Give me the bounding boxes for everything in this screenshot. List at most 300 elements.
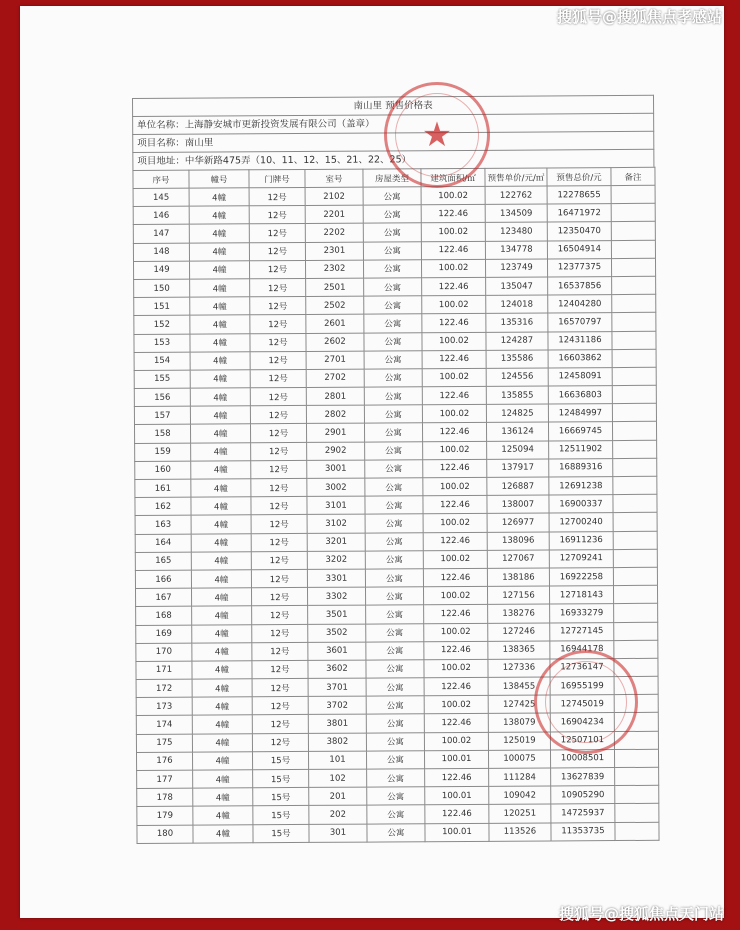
table-cell: 16669745 bbox=[548, 422, 612, 441]
table-cell bbox=[613, 567, 657, 585]
table-cell: 2902 bbox=[307, 442, 365, 461]
table-cell: 12号 bbox=[251, 551, 307, 570]
table-cell: 100.01 bbox=[425, 823, 489, 842]
table-cell: 122.46 bbox=[423, 568, 487, 587]
table-cell: 11353735 bbox=[551, 822, 615, 841]
table-cell bbox=[614, 640, 658, 658]
table-cell: 4幢 bbox=[190, 406, 250, 425]
table-body bbox=[133, 185, 659, 843]
table-cell: 125019 bbox=[488, 732, 550, 751]
table-cell: 公寓 bbox=[366, 732, 424, 751]
table-cell: 公寓 bbox=[364, 387, 422, 406]
table-cell: 137917 bbox=[487, 459, 549, 478]
table-cell: 138096 bbox=[487, 532, 549, 551]
table-cell: 2102 bbox=[305, 187, 363, 206]
table-cell: 3701 bbox=[308, 678, 366, 697]
table-cell: 120251 bbox=[489, 804, 551, 823]
table-cell: 100.02 bbox=[423, 514, 487, 533]
table-cell: 122.46 bbox=[422, 423, 486, 442]
table-cell: 4幢 bbox=[192, 679, 252, 698]
table-cell: 14725937 bbox=[551, 804, 615, 823]
table-cell: 4幢 bbox=[190, 388, 250, 407]
table-cell: 127246 bbox=[488, 622, 550, 641]
table-cell: 4幢 bbox=[192, 697, 252, 716]
table-cell: 161 bbox=[135, 479, 191, 498]
table-cell: 160 bbox=[135, 461, 191, 480]
table-cell: 公寓 bbox=[367, 787, 425, 806]
table-cell: 16900337 bbox=[549, 495, 613, 514]
table-cell: 12278655 bbox=[547, 186, 611, 205]
table-cell: 公寓 bbox=[364, 278, 422, 297]
table-cell bbox=[612, 331, 656, 349]
table-cell: 124825 bbox=[486, 404, 548, 423]
table-cell: 4幢 bbox=[189, 261, 249, 280]
table-cell: 166 bbox=[135, 570, 191, 589]
table-cell bbox=[612, 385, 656, 403]
sheet-title: 南山里 预售价格表 bbox=[132, 95, 654, 116]
table-cell: 124018 bbox=[486, 295, 548, 314]
table-cell: 2502 bbox=[306, 296, 364, 315]
table-cell bbox=[613, 458, 657, 476]
table-cell: 4幢 bbox=[191, 497, 251, 516]
table-cell: 3302 bbox=[307, 587, 365, 606]
table-cell: 100.01 bbox=[424, 750, 488, 769]
table-cell: 4幢 bbox=[191, 461, 251, 480]
table-cell: 16944178 bbox=[550, 640, 614, 659]
table-cell: 公寓 bbox=[365, 550, 423, 569]
table-cell: 135047 bbox=[486, 277, 548, 296]
table-cell: 公寓 bbox=[364, 423, 422, 442]
table-cell: 168 bbox=[136, 606, 192, 625]
table-cell: 177 bbox=[137, 770, 193, 789]
table-cell: 122.46 bbox=[423, 496, 487, 515]
table-cell bbox=[613, 585, 657, 603]
table-cell: 公寓 bbox=[364, 332, 422, 351]
table-cell: 4幢 bbox=[190, 297, 250, 316]
table-cell: 16471972 bbox=[547, 204, 611, 223]
table-cell: 16570797 bbox=[548, 313, 612, 332]
table-cell: 4幢 bbox=[190, 370, 250, 389]
table-cell: 135855 bbox=[486, 386, 548, 405]
table-cell: 4幢 bbox=[191, 570, 251, 589]
table-cell: 100075 bbox=[488, 750, 550, 769]
table-cell: 3002 bbox=[307, 478, 365, 497]
table-cell: 公寓 bbox=[365, 569, 423, 588]
table-cell: 113526 bbox=[489, 823, 551, 842]
project-name: 项目名称：南山里 bbox=[132, 131, 654, 152]
watermark-bottom: 搜狐号@搜狐焦点天门站 bbox=[558, 905, 724, 923]
table-cell: 4幢 bbox=[193, 806, 253, 825]
table-cell: 138079 bbox=[488, 713, 550, 732]
table-cell: 4幢 bbox=[193, 788, 253, 807]
table-cell: 12号 bbox=[252, 624, 308, 643]
table-cell: 12号 bbox=[250, 278, 306, 297]
table-cell bbox=[612, 313, 656, 331]
table-cell: 4幢 bbox=[191, 552, 251, 571]
table-cell: 15号 bbox=[253, 788, 309, 807]
table-cell bbox=[611, 258, 655, 276]
table-cell: 12号 bbox=[249, 206, 305, 225]
table-cell: 2802 bbox=[306, 405, 364, 424]
table-cell bbox=[613, 494, 657, 512]
watermark-top: 搜狐号@搜狐焦点孝感站 bbox=[556, 8, 722, 26]
table-cell: 126887 bbox=[487, 477, 549, 496]
table-cell: 122.46 bbox=[424, 605, 488, 624]
table-cell: 4幢 bbox=[190, 315, 250, 334]
table-cell: 12号 bbox=[252, 678, 308, 697]
table-cell: 4幢 bbox=[189, 242, 249, 261]
table-cell: 2501 bbox=[306, 278, 364, 297]
table-cell: 145 bbox=[133, 188, 189, 207]
table-cell: 127425 bbox=[488, 695, 550, 714]
table-cell: 12511902 bbox=[549, 440, 613, 459]
table-cell: 12号 bbox=[251, 569, 307, 588]
table-cell: 12号 bbox=[251, 460, 307, 479]
table-cell: 公寓 bbox=[366, 605, 424, 624]
table-cell: 4幢 bbox=[190, 279, 250, 298]
table-cell: 公寓 bbox=[366, 660, 424, 679]
table-cell: 3601 bbox=[308, 642, 366, 661]
table-cell: 100.02 bbox=[423, 477, 487, 496]
table-cell: 122.46 bbox=[423, 459, 487, 478]
table-cell bbox=[614, 695, 658, 713]
table-cell: 127336 bbox=[488, 659, 550, 678]
table-cell: 2601 bbox=[306, 314, 364, 333]
table-cell: 16504914 bbox=[547, 240, 611, 259]
table-cell: 12736147 bbox=[550, 658, 614, 677]
table-cell: 公寓 bbox=[364, 296, 422, 315]
table-cell: 157 bbox=[134, 406, 190, 425]
table-cell: 3602 bbox=[308, 660, 366, 679]
table-cell: 122.46 bbox=[423, 532, 487, 551]
table-cell: 174 bbox=[136, 716, 192, 735]
table-cell: 159 bbox=[135, 443, 191, 462]
table-cell: 3801 bbox=[308, 715, 366, 734]
table-cell: 100.02 bbox=[424, 623, 488, 642]
table-cell: 122.46 bbox=[424, 714, 488, 733]
table-cell: 12号 bbox=[252, 606, 308, 625]
table-cell: 公寓 bbox=[366, 641, 424, 660]
table-cell: 4幢 bbox=[193, 824, 253, 843]
table-cell: 100.02 bbox=[421, 259, 485, 278]
table-cell: 4幢 bbox=[189, 188, 249, 207]
table-cell: 公寓 bbox=[366, 714, 424, 733]
table-cell: 公寓 bbox=[363, 259, 421, 278]
table-cell: 12727145 bbox=[550, 622, 614, 641]
table-cell bbox=[613, 531, 657, 549]
table-cell: 122.46 bbox=[422, 314, 486, 333]
table-cell: 3802 bbox=[308, 733, 366, 752]
table-cell: 15号 bbox=[252, 751, 308, 770]
table-row bbox=[137, 822, 659, 843]
table-cell: 16904234 bbox=[550, 713, 614, 732]
table-cell: 2202 bbox=[305, 223, 363, 242]
table-cell: 163 bbox=[135, 516, 191, 535]
table-cell: 151 bbox=[134, 297, 190, 316]
table-cell: 2201 bbox=[305, 205, 363, 224]
table-cell: 12号 bbox=[249, 224, 305, 243]
table-cell: 178 bbox=[137, 788, 193, 807]
table-cell bbox=[614, 658, 658, 676]
table-cell: 公寓 bbox=[363, 205, 421, 224]
table-cell: 4幢 bbox=[192, 661, 252, 680]
table-cell: 公寓 bbox=[366, 751, 424, 770]
table-cell: 124556 bbox=[486, 368, 548, 387]
table-cell: 公寓 bbox=[366, 623, 424, 642]
table-cell bbox=[615, 767, 659, 785]
table-cell: 公寓 bbox=[363, 241, 421, 260]
table-cell: 122.46 bbox=[422, 277, 486, 296]
table-cell: 100.02 bbox=[423, 586, 487, 605]
table-cell: 公寓 bbox=[365, 460, 423, 479]
table-cell: 12431186 bbox=[548, 331, 612, 350]
table-cell: 公寓 bbox=[364, 350, 422, 369]
table-cell: 150 bbox=[134, 279, 190, 298]
table-cell: 180 bbox=[137, 825, 193, 844]
table-cell: 16537856 bbox=[548, 277, 612, 296]
table-cell: 12号 bbox=[250, 369, 306, 388]
table-cell: 15号 bbox=[253, 824, 309, 843]
table-cell: 301 bbox=[309, 824, 367, 843]
table-cell bbox=[613, 440, 657, 458]
table-cell: 12号 bbox=[250, 315, 306, 334]
table-cell: 122.46 bbox=[422, 386, 486, 405]
table-cell: 176 bbox=[136, 752, 192, 771]
table-cell: 3102 bbox=[307, 514, 365, 533]
table-cell: 4幢 bbox=[192, 715, 252, 734]
table-cell: 109042 bbox=[489, 786, 551, 805]
table-cell: 15号 bbox=[253, 806, 309, 825]
table-cell: 170 bbox=[136, 643, 192, 662]
table-cell bbox=[612, 422, 656, 440]
table-cell: 12号 bbox=[252, 715, 308, 734]
table-cell: 156 bbox=[134, 388, 190, 407]
table-cell bbox=[614, 731, 658, 749]
table-cell: 111284 bbox=[489, 768, 551, 787]
table-cell bbox=[615, 822, 659, 840]
table-cell: 4幢 bbox=[190, 333, 250, 352]
table-cell: 12号 bbox=[249, 242, 305, 261]
table-cell: 122.46 bbox=[425, 768, 489, 787]
table-cell: 135586 bbox=[486, 350, 548, 369]
table-cell: 127067 bbox=[487, 550, 549, 569]
table-cell: 12号 bbox=[252, 660, 308, 679]
table-cell: 100.02 bbox=[421, 186, 485, 205]
table-cell: 2302 bbox=[305, 260, 363, 279]
table-cell: 202 bbox=[309, 805, 367, 824]
table-cell: 10008501 bbox=[550, 749, 614, 768]
table-cell: 公寓 bbox=[365, 532, 423, 551]
table-cell: 122.46 bbox=[424, 677, 488, 696]
table-cell: 公寓 bbox=[367, 769, 425, 788]
table-cell bbox=[611, 203, 655, 221]
table-cell: 124287 bbox=[486, 331, 548, 350]
table-cell: 2702 bbox=[306, 369, 364, 388]
table-cell: 201 bbox=[309, 787, 367, 806]
table-cell: 15号 bbox=[253, 769, 309, 788]
table-cell: 12号 bbox=[250, 297, 306, 316]
table-cell bbox=[614, 749, 658, 767]
col-header: 序号 bbox=[133, 170, 189, 188]
table-cell: 4幢 bbox=[191, 479, 251, 498]
col-header: 门牌号 bbox=[249, 169, 305, 187]
table-cell: 147 bbox=[133, 225, 189, 244]
table-cell: 公寓 bbox=[367, 805, 425, 824]
table-cell bbox=[614, 622, 658, 640]
table-cell: 158 bbox=[134, 425, 190, 444]
table-cell: 179 bbox=[137, 807, 193, 826]
table-cell: 12号 bbox=[251, 497, 307, 516]
table-cell bbox=[612, 404, 656, 422]
table-cell: 4幢 bbox=[191, 442, 251, 461]
table-cell: 3501 bbox=[308, 605, 366, 624]
price-sheet bbox=[132, 95, 659, 844]
table-cell: 12号 bbox=[251, 478, 307, 497]
table-cell: 12号 bbox=[251, 515, 307, 534]
table-cell bbox=[614, 604, 658, 622]
table-cell: 12377375 bbox=[547, 258, 611, 277]
table-cell: 16603862 bbox=[548, 349, 612, 368]
table-cell: 12350470 bbox=[547, 222, 611, 241]
project-address: 项目地址：中华新路475弄（10、11、12、15、21、22、25） bbox=[132, 149, 654, 170]
table-cell: 100.02 bbox=[424, 732, 488, 751]
table-cell: 4幢 bbox=[189, 224, 249, 243]
table-cell: 16636803 bbox=[548, 386, 612, 405]
table-cell: 12号 bbox=[249, 187, 305, 206]
table-cell: 162 bbox=[135, 497, 191, 516]
table-cell: 公寓 bbox=[363, 187, 421, 206]
table-cell: 122.46 bbox=[424, 641, 488, 660]
table-cell bbox=[611, 222, 655, 240]
table-cell: 3301 bbox=[307, 569, 365, 588]
table-cell: 公寓 bbox=[366, 678, 424, 697]
table-cell: 134778 bbox=[485, 241, 547, 260]
table-cell: 16922258 bbox=[549, 568, 613, 587]
table-cell: 16911236 bbox=[549, 531, 613, 550]
table-cell: 102 bbox=[309, 769, 367, 788]
table-cell: 12号 bbox=[251, 533, 307, 552]
table-cell: 公寓 bbox=[364, 405, 422, 424]
table-cell: 12号 bbox=[250, 388, 306, 407]
table-cell: 12号 bbox=[250, 424, 306, 443]
col-header: 建筑面积/㎡ bbox=[421, 168, 485, 186]
table-cell: 4幢 bbox=[192, 752, 252, 771]
table-cell: 100.02 bbox=[422, 295, 486, 314]
table-cell: 公寓 bbox=[363, 223, 421, 242]
table-cell: 169 bbox=[136, 625, 192, 644]
table-cell: 3502 bbox=[308, 624, 366, 643]
table-cell bbox=[615, 804, 659, 822]
table-cell: 101 bbox=[308, 751, 366, 770]
table-cell: 100.02 bbox=[422, 405, 486, 424]
table-cell: 171 bbox=[136, 661, 192, 680]
table-cell: 122.46 bbox=[421, 205, 485, 224]
table-cell: 12号 bbox=[251, 588, 307, 607]
table-cell: 12号 bbox=[250, 333, 306, 352]
table-cell bbox=[612, 294, 656, 312]
col-header: 房屋类型 bbox=[363, 169, 421, 187]
table-cell: 138365 bbox=[488, 641, 550, 660]
table-cell: 122.46 bbox=[425, 805, 489, 824]
table-cell: 3201 bbox=[307, 533, 365, 552]
table-cell: 154 bbox=[134, 352, 190, 371]
table-cell bbox=[613, 513, 657, 531]
table-cell: 100.02 bbox=[423, 441, 487, 460]
table-cell: 138276 bbox=[488, 604, 550, 623]
table-cell: 12484997 bbox=[548, 404, 612, 423]
table-cell: 13627839 bbox=[551, 768, 615, 787]
table-cell bbox=[611, 185, 655, 203]
table-cell: 127156 bbox=[487, 586, 549, 605]
table-cell: 152 bbox=[134, 315, 190, 334]
table-cell: 12号 bbox=[250, 406, 306, 425]
table-cell: 3702 bbox=[308, 696, 366, 715]
table-cell: 2901 bbox=[306, 424, 364, 443]
table-cell: 4幢 bbox=[192, 624, 252, 643]
table-cell: 122762 bbox=[485, 186, 547, 205]
table-cell: 公寓 bbox=[365, 441, 423, 460]
col-header: 备注 bbox=[611, 167, 655, 185]
table-cell bbox=[612, 349, 656, 367]
table-cell: 公寓 bbox=[364, 314, 422, 333]
table-cell: 12458091 bbox=[548, 367, 612, 386]
table-cell bbox=[613, 549, 657, 567]
table-cell: 12745019 bbox=[550, 695, 614, 714]
seal-star-icon: ★ bbox=[421, 115, 453, 155]
table-cell: 125094 bbox=[487, 441, 549, 460]
table-cell: 4幢 bbox=[189, 206, 249, 225]
table-cell: 134509 bbox=[485, 204, 547, 223]
table-cell: 149 bbox=[133, 261, 189, 280]
table-cell: 4幢 bbox=[191, 533, 251, 552]
table-cell: 12404280 bbox=[548, 295, 612, 314]
table-cell: 100.02 bbox=[421, 223, 485, 242]
table-cell: 136124 bbox=[486, 422, 548, 441]
table-cell: 167 bbox=[135, 588, 191, 607]
table-cell: 12号 bbox=[250, 351, 306, 370]
table-cell bbox=[612, 367, 656, 385]
table-cell: 100.01 bbox=[425, 787, 489, 806]
table-cell: 138007 bbox=[487, 495, 549, 514]
table-cell: 135316 bbox=[486, 313, 548, 332]
table-cell: 公寓 bbox=[366, 696, 424, 715]
table-cell: 16933279 bbox=[550, 604, 614, 623]
table-cell: 175 bbox=[136, 734, 192, 753]
table-cell: 122.46 bbox=[422, 350, 486, 369]
table-cell: 12号 bbox=[252, 697, 308, 716]
table-cell: 100.02 bbox=[423, 550, 487, 569]
table-cell: 126977 bbox=[487, 513, 549, 532]
table-cell: 153 bbox=[134, 334, 190, 353]
table-cell: 172 bbox=[136, 679, 192, 698]
table-cell: 123749 bbox=[485, 259, 547, 278]
table-cell: 2602 bbox=[306, 333, 364, 352]
unit-name: 单位名称：上海静安城市更新投资发展有限公司（盖章） bbox=[132, 113, 654, 134]
table-cell: 100.02 bbox=[424, 659, 488, 678]
table-cell: 4幢 bbox=[191, 588, 251, 607]
table-cell: 155 bbox=[134, 370, 190, 389]
table-cell: 122.46 bbox=[421, 241, 485, 260]
table-cell bbox=[614, 713, 658, 731]
table-cell: 12号 bbox=[251, 442, 307, 461]
table-cell bbox=[611, 240, 655, 258]
table-cell: 12507101 bbox=[550, 731, 614, 750]
table-cell: 公寓 bbox=[367, 823, 425, 842]
table-cell: 100.02 bbox=[422, 332, 486, 351]
table-cell: 16955199 bbox=[550, 677, 614, 696]
table-cell: 公寓 bbox=[365, 496, 423, 515]
table-cell: 3001 bbox=[307, 460, 365, 479]
